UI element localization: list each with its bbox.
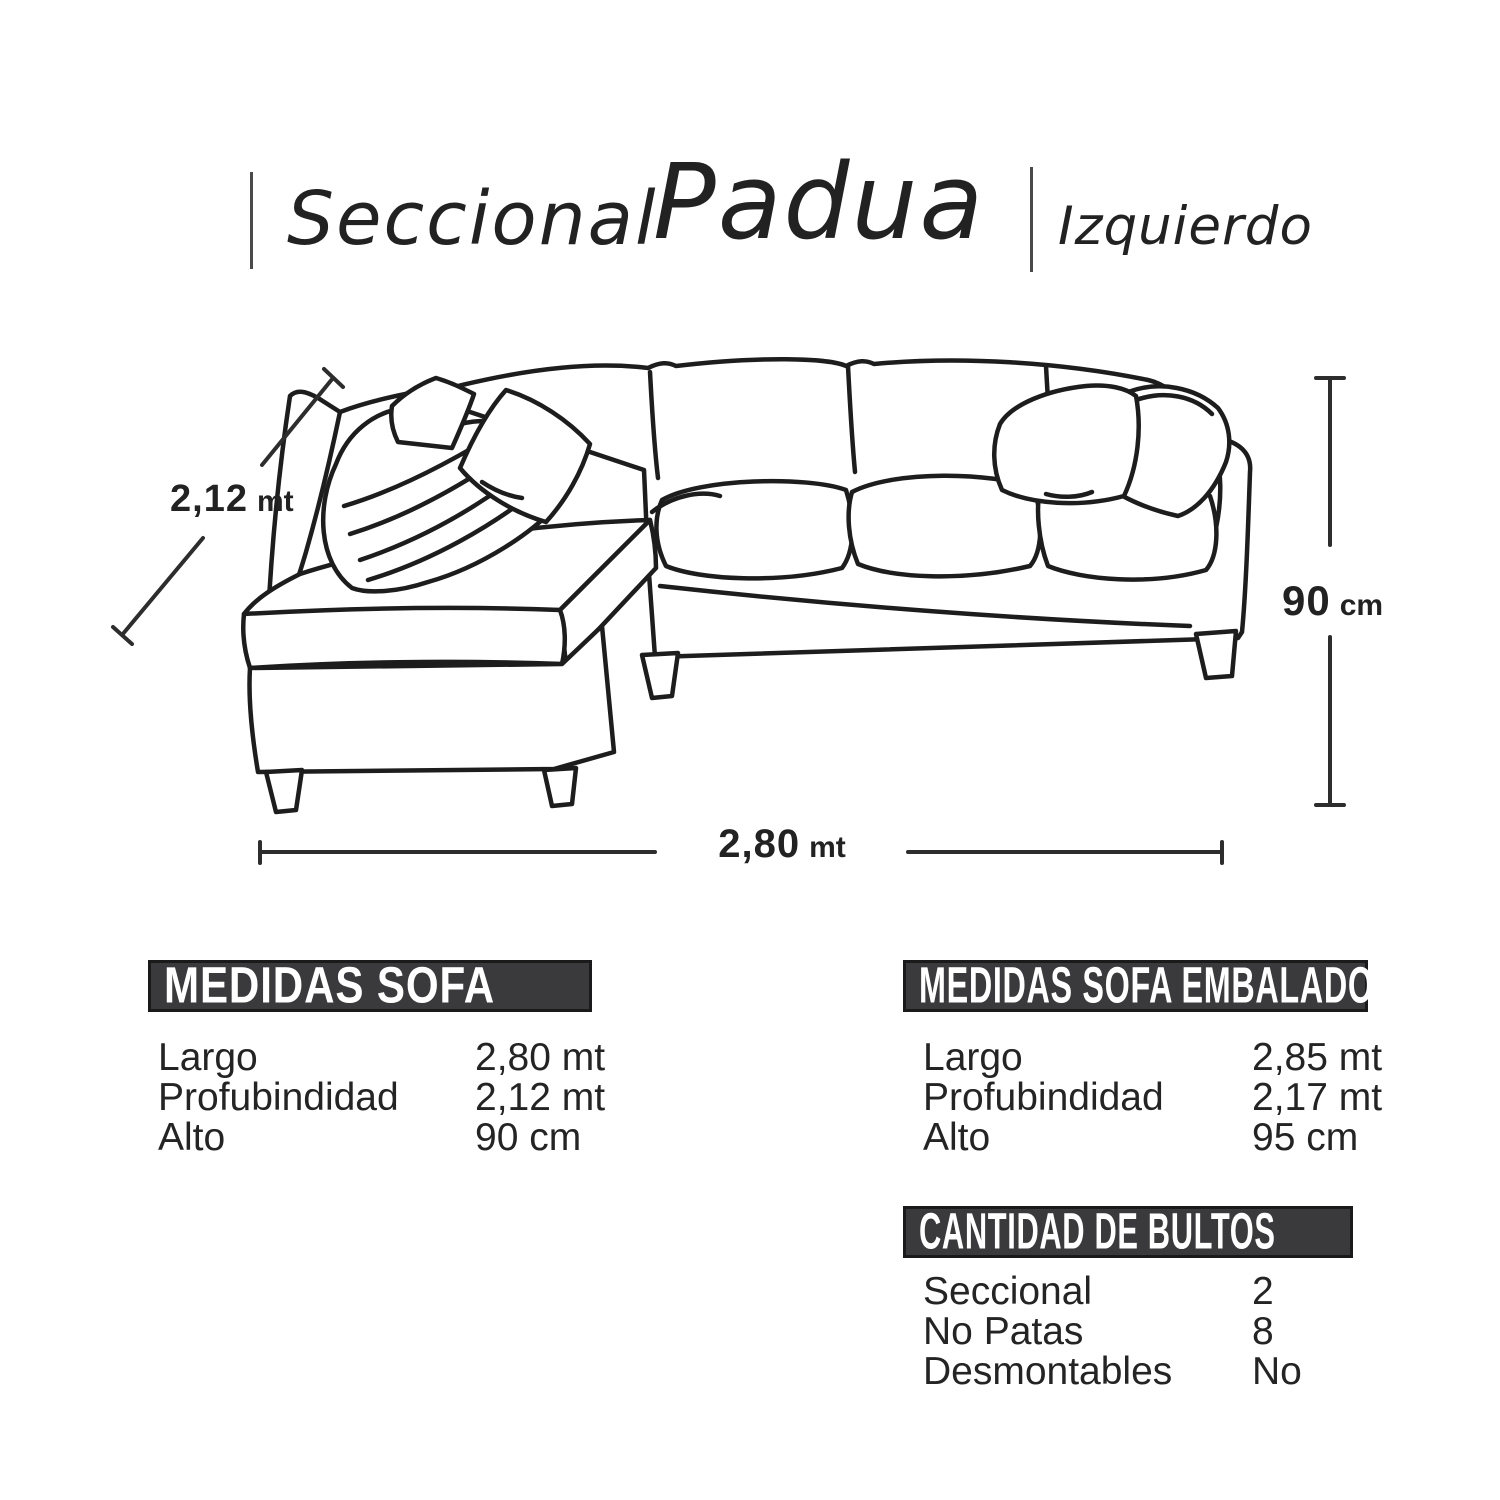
table-cantidad-de-bultos: [903, 1203, 1353, 1393]
table-row: [148, 1036, 606, 1079]
table-row: [903, 1310, 1353, 1353]
row-label: Alto: [923, 1116, 991, 1159]
table-cantidad-de-bultos-rows: [903, 1270, 1353, 1393]
row-value: 8: [1252, 1310, 1274, 1353]
right-throw-pillows: [994, 385, 1229, 516]
table-medidas-sofa-embalado-rows: [903, 1036, 1383, 1159]
table-medidas-sofa: [148, 957, 606, 1159]
row-label: Seccional: [923, 1270, 1093, 1313]
table-medidas-sofa-header-label: MEDIDAS SOFA: [164, 957, 496, 1015]
table-medidas-sofa-header: [148, 957, 592, 1015]
table-row: [903, 1270, 1353, 1313]
row-value: 2,17 mt: [1252, 1076, 1383, 1119]
table-row: [148, 1116, 592, 1159]
row-label: No Patas: [923, 1310, 1084, 1353]
title-left-divider: [250, 172, 253, 269]
width-unit: mt: [809, 831, 846, 864]
depth-dimension-label: [170, 480, 294, 518]
product-type: Seccional: [287, 176, 658, 262]
sofa-line-drawing: [90, 330, 1410, 890]
height-dimension-label: [1282, 577, 1384, 624]
table-row: [903, 1076, 1383, 1119]
table-medidas-sofa-embalado: [903, 957, 1383, 1159]
row-value: 2,80 mt: [475, 1036, 606, 1079]
row-value: 2,12 mt: [475, 1076, 606, 1119]
table-medidas-sofa-rows: [148, 1036, 606, 1159]
height-value: 90: [1282, 577, 1331, 624]
depth-unit: mt: [256, 485, 294, 518]
row-value: 2: [1252, 1270, 1274, 1313]
row-label: Alto: [158, 1116, 226, 1159]
table-row: [903, 1036, 1383, 1079]
row-label: Largo: [923, 1036, 1023, 1079]
table-row: [903, 1116, 1368, 1159]
width-value: 2,80: [718, 822, 801, 866]
title-mid-divider: [1030, 167, 1033, 272]
product-name: Padua: [653, 141, 986, 263]
table-cantidad-de-bultos-header-label: CANTIDAD DE BULTOS: [919, 1203, 1276, 1261]
row-value: 90 cm: [475, 1116, 582, 1159]
table-row: [148, 1076, 606, 1119]
table-medidas-sofa-embalado-header: [903, 957, 1374, 1015]
depth-value: 2,12: [170, 478, 248, 520]
table-cantidad-de-bultos-header: [903, 1203, 1353, 1261]
row-label: Largo: [158, 1036, 258, 1079]
table-row: [903, 1350, 1353, 1393]
row-label: Profubindidad: [158, 1076, 399, 1119]
row-value: 95 cm: [1252, 1116, 1359, 1159]
row-label: Desmontables: [923, 1350, 1173, 1393]
table-medidas-sofa-embalado-header-label: MEDIDAS SOFA EMBALADO: [919, 957, 1374, 1015]
row-value: 2,85 mt: [1252, 1036, 1383, 1079]
height-unit: cm: [1339, 589, 1384, 622]
product-variant: Izquierdo: [1058, 196, 1313, 257]
width-dimension-label: [663, 824, 901, 864]
row-value: No: [1252, 1350, 1302, 1393]
row-label: Profubindidad: [923, 1076, 1164, 1119]
